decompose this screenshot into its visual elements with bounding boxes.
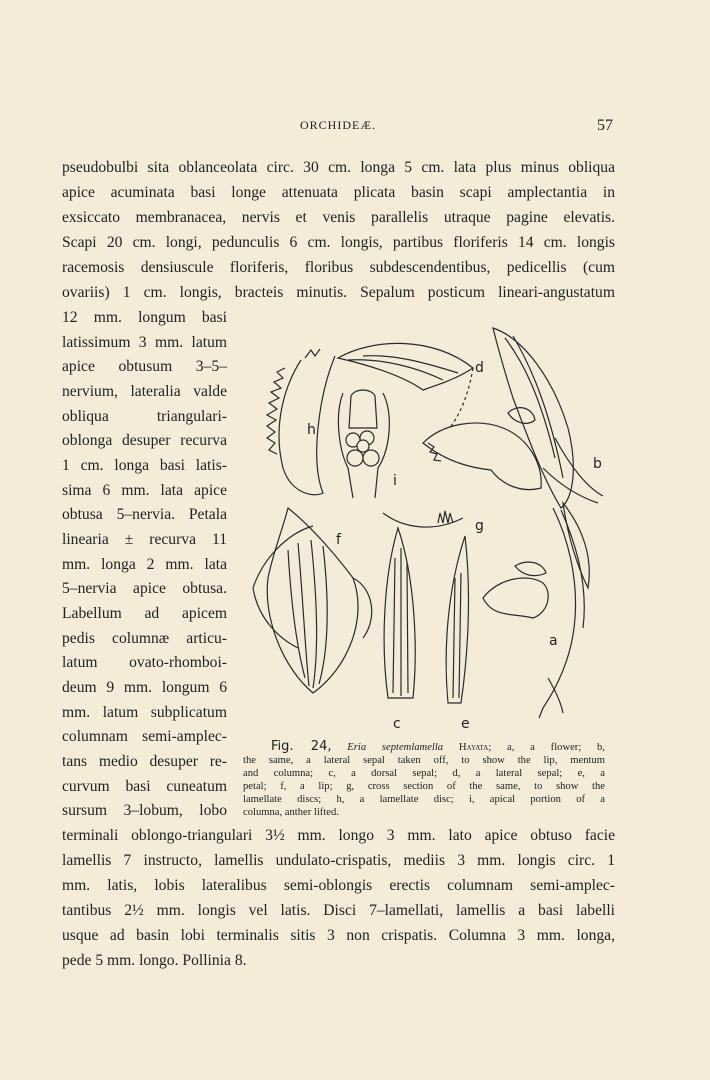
text-line: usque ad basin lobi terminalis sitis 3 non crispatis. Columna 3 mm. longa,: [62, 927, 615, 944]
text-line: 1 cm. longa basi latis-: [62, 457, 227, 474]
text-line: Scapi 20 cm. longi, pedunculis 6 cm. longis, partibus floriferis 14 cm. longis: [62, 234, 615, 251]
text-line: mm. longa 2 mm. lata: [62, 556, 227, 573]
caption-author: Hayata: [458, 742, 489, 753]
text-line: tans medio desuper re-: [62, 753, 227, 770]
text-line: mm. latis, lobis lateralibus semi-oblongis erectis columnam semi-amplec-: [62, 877, 615, 894]
text-line: nervium, lateralia valde: [62, 383, 227, 400]
fig-part-h: [267, 349, 335, 495]
text-line: pede 5 mm. longo. Pollinia 8.: [62, 952, 247, 969]
text-line: racemosis densiuscule floriferis, floribus subdescendentibus, pedicellis (cum: [62, 259, 615, 276]
fig-label-e: e: [461, 716, 470, 732]
text-line: tantibus 2½ mm. longis vel latis. Disci 7–lamellati, lamellis a basi labelli: [62, 902, 615, 919]
text-line: terminali oblongo-triangulari 3½ mm. longo 3 mm. lato apice obtuso facie: [62, 827, 615, 844]
caption-line: and columna; c, a dorsal sepal; d, a lateral sepal; e, a: [243, 768, 605, 779]
text-line: sursum 3–lobum, lobo: [62, 802, 227, 819]
text-line: ovariis) 1 cm. longis, bracteis minutis. Sepalum posticum lineari-angustatum: [62, 284, 615, 301]
fig-part-c: [384, 528, 415, 698]
text-line: obliqua triangulari-: [62, 408, 227, 425]
caption-line: lamellate discs; h, a lamellate disc; i, apical portion of a: [243, 794, 605, 805]
text-line: apice obtusum 3–5–: [62, 358, 227, 375]
fig-label-d: d: [475, 360, 484, 376]
caption-line: columna, anther lifted.: [243, 807, 339, 818]
fig-label-b: b: [593, 456, 602, 472]
text-line: latum ovato-rhomboi-: [62, 654, 227, 671]
fig-label-i: i: [393, 473, 397, 489]
text-line: pseudobulbi sita oblanceolata circ. 30 cm. longa 5 cm. lata plus minus obliqua: [62, 159, 615, 176]
fig-part-g: [383, 511, 463, 527]
text-line: pedis columnæ articu-: [62, 630, 227, 647]
caption-line: petal; f, a lip; g, cross section of the same, to show the: [243, 781, 605, 792]
fig-part-e: [446, 536, 468, 703]
fig-part-f: [253, 508, 372, 693]
caption-line: the same, a lateral sepal taken off, to show the lip, mentum: [243, 755, 605, 766]
text-line: 12 mm. longum basi: [62, 309, 227, 326]
text-line: 5–nervia apice obtusa.: [62, 580, 227, 597]
caption-fig-label: Fig. 24,: [271, 739, 332, 754]
caption-species: Eria septemlamella: [347, 742, 444, 753]
caption-text: ; a, a flower; b,: [488, 742, 605, 753]
text-line: latissimum 3 mm. latum: [62, 334, 227, 351]
text-line: sima 6 mm. lata apice: [62, 482, 227, 499]
page-number: 57: [597, 117, 613, 134]
text-line: lamellis 7 instructo, lamellis undulato-crispatis, mediis 3 mm. longis circ. 1: [62, 852, 615, 869]
text-line: obtusa 5–nervia. Petala: [62, 506, 227, 523]
fig-part-i: [338, 390, 389, 498]
figure-caption: [243, 740, 605, 819]
text-line: oblonga desuper recurva: [62, 432, 227, 449]
text-line: linearia ± recurva 11: [62, 531, 227, 548]
text-line: exsiccato membranacea, nervis et venis parallelis utraque pagine elevatis.: [62, 209, 615, 226]
fig-label-a: a: [549, 633, 558, 649]
text-line: curvum basi cuneatum: [62, 778, 227, 795]
text-line: Labellum ad apicem: [62, 605, 227, 622]
orchid-illustration: [243, 318, 613, 733]
fig-label-c: c: [393, 716, 401, 732]
text-line: deum 9 mm. longum 6: [62, 679, 227, 696]
running-header: ORCHIDEÆ.: [300, 118, 377, 132]
text-line: mm. latum subplicatum: [62, 704, 227, 721]
text-line: apice acuminata basi longe attenuata plicata basin scapi amplectantia in: [62, 184, 615, 201]
fig-label-f: f: [336, 532, 341, 548]
fig-label-g: g: [475, 518, 484, 534]
fig-label-h: h: [307, 422, 316, 438]
fig-part-a: [483, 503, 589, 718]
text-line: columnam semi-amplec-: [62, 728, 227, 745]
fig-part-b: [423, 328, 603, 508]
